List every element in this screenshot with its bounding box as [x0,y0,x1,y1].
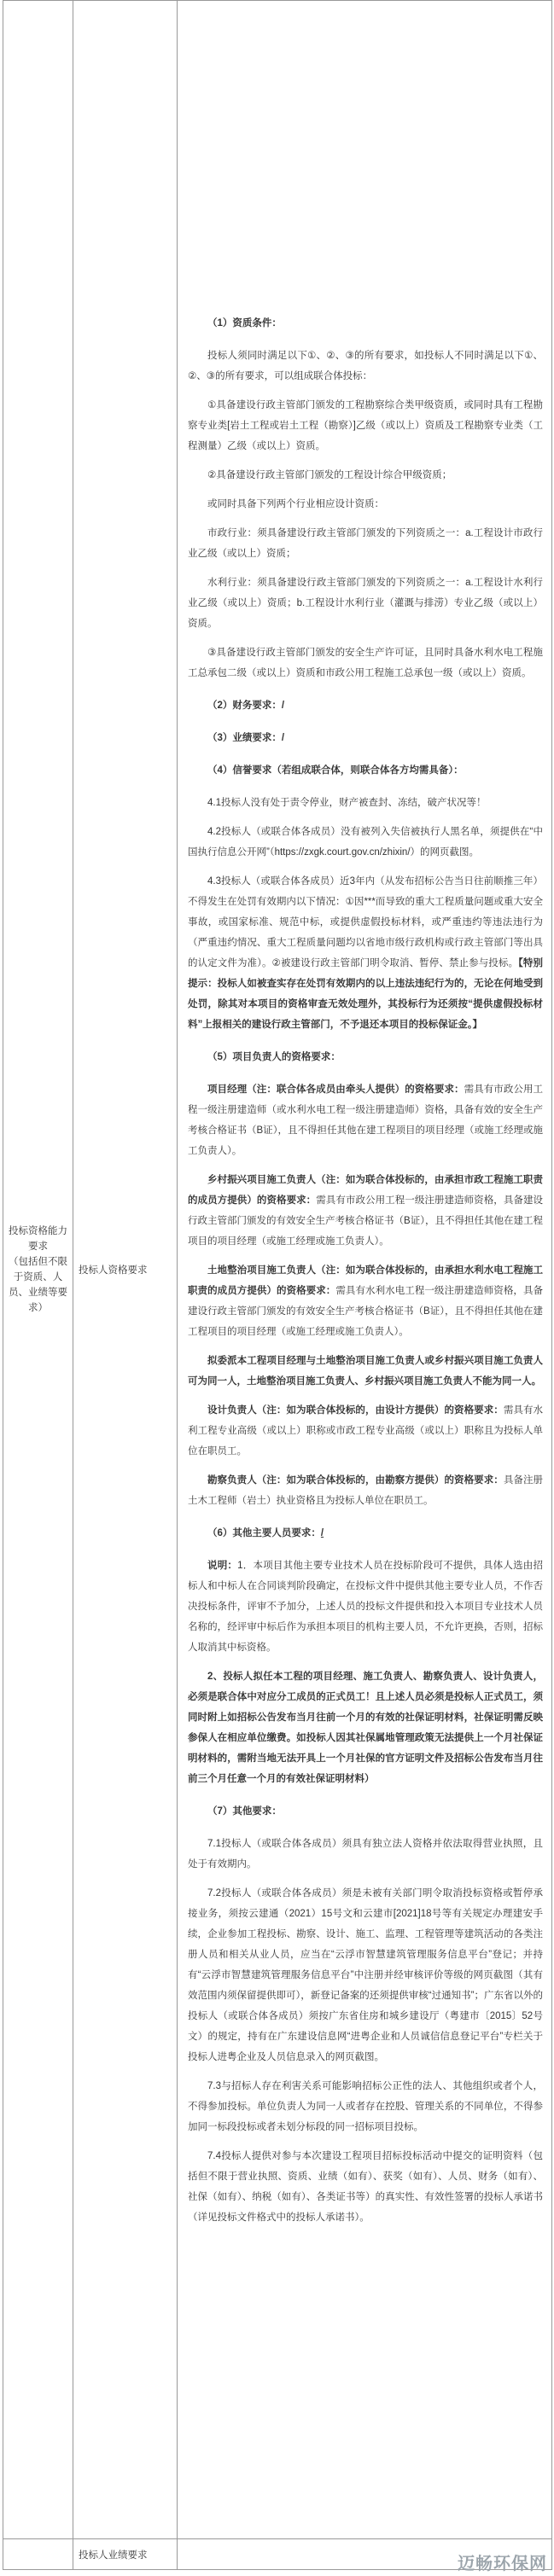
finance-heading [188,695,543,716]
qualification-heading: （1）资质条件： [207,318,282,329]
performance-heading [188,728,543,748]
other-staff-note-1 [188,1555,543,1658]
empty-cell [3,2539,73,2570]
finance-value: / [281,701,285,711]
other-staff-heading [188,1523,543,1544]
qualification-water: 水利行业：须具备建设行政主管部门颁发的下列资质之一：a.工程设计水利行业乙级（或以上）资质；b.工程设计水利行业（灌溉与排涝）专业乙级（或以上）资质。 [188,578,543,629]
credit-item-2: 4.2投标人（或联合体各成员）没有被列入失信被执行人黑名单，须提供在“中国执行信息公开网”（https://zxgk.court.gov.cn/zhixin/）的网页截图。 [188,827,543,858]
same-person-rule: 拟委派本工程项目经理与土地整治项目施工负责人或乡村振兴项目施工负责人可为同一人，土地整治项目施工负责人、乡村振兴项目施工负责人不能为同一人。 [188,1356,543,1387]
rural-lead-req [188,1170,543,1252]
note-1-text: 1．本项目其他主要专业技术人员在投标阶段可不提供，具体人选由招标人和中标人在合同谈判阶段确定，在投标文件中提供其他主要专业人员，不作否决投标条件，评审不予加分，上述人员的投标文件提供和投入本项目专业技术人员名称的，经评审中标后作为承担本项目的机构主要人员，不允许更换，否则，招标人取消其中标资格。 [188,1561,543,1653]
land-lead-req [188,1260,543,1342]
qualification-design-alt: 或同时具备下列两个行业相应设计资质： [207,499,384,509]
rural-lead-label: 乡村振兴项目施工负责人（注：如为联合体投标的，由承担市政工程施工职责的成员方提供）的资格要求： [188,1175,543,1206]
other-req-7-1: 7.1投标人（或联合体各成员）须具有独立法人资格并依法取得营业执照，且处于有效期内。 [188,1839,543,1869]
credit-item-3 [188,871,543,1035]
design-lead-req [188,1400,543,1462]
project-manager-label: 项目经理（注：联合体各成员由牵头人提供）的资格要求： [207,1084,464,1095]
finance-label: （2）财务要求： [207,701,282,711]
qualification-construction: ③具备建设行政主管部门颁发的安全生产许可证，且同时具备水利水电工程施工总承包二级（或以上）资质和市政公用工程施工总承包一级（或以上）资质。 [188,648,543,678]
row-label-performance: 投标人业绩要求 [73,2539,178,2570]
land-lead-text: 需具有水利水电工程一级注册建造师资格，具备建设行政主管部门颁发的有效安全生产考核合格证书（B证），且不得担任其他在建工程项目的项目经理（或施工经理或施工负责人）。 [188,1286,543,1337]
design-lead-text: 需具有水利工程专业高级（或以上）职称或市政工程专业高级（或以上）职称且为投标人单位在职员工。 [188,1405,544,1457]
other-req-7-3: 7.3与招标人存在利害关系可能影响招标公正性的法人、其他组织或者个人，不得参加投标。单位负责人为同一人或者存在控股、管理关系的不同单位，不得参加同一标段投标或者未划分标段的同一招标项目投标。 [188,2081,543,2132]
other-req-heading: （7）其他要求： [207,1806,282,1817]
land-lead-label: 土地整治项目施工负责人（注：如为联合体投标的，由承担水利水电工程施工职责的成员方提供）的资格要求： [188,1265,543,1296]
requirements-table [3,0,552,2570]
note-2-social-security: 如投标人因其社保属地管理政策无法提供上一个月社保证明材料的，需附当地无法开具上一个月社保的官方证明文件及招标公告发布当月往前三个月任意一个月的有效社保证明材料） [188,1733,544,1784]
other-staff-label: （6）其他主要人员要求： [207,1528,321,1538]
credit-heading: （4）信誉要求（若组成联合体，则联合体各方均需具备）： [207,765,464,776]
other-staff-note-2 [188,1666,543,1789]
design-lead-label: 设计负责人（注：如为联合体投标的，由设计方提供）的资格要求： [207,1405,504,1416]
survey-lead-text: 具备注册土木工程师（岩土）执业资格且为投标人单位在职员工。 [188,1475,544,1506]
project-manager-text: 需具有市政公用工程一级注册建造师（或水利水电工程一级注册建造师）资格，具备有效的安全生产考核合格证书（B证），且不得担任其他在建工程项目的项目经理（或施工经理或施工负责人）。 [188,1084,544,1156]
watermark-logo: 迈畅环保网 [458,2553,547,2573]
qualification-design: ②具备建设行政主管部门颁发的工程设计综合甲级资质； [207,470,452,480]
project-manager-req [188,1079,543,1161]
row-label-qualification: 投标人资格要求 [73,1,178,2539]
category-subtitle: （包括但不限于资质、人员、业绩等要求） [9,1257,67,1313]
other-req-7-4: 7.4投标人提供对参与本次建设工程项目招标投标活动中提交的证明资料（包括但不限于营业执照、资质、业绩（如有）、获奖（如有）、人员、财务（如有）、社保（如有）、纳税（如有）、各类证书等）的真实性、有效性签署的投标人承诺书（详见投标文件格式中的投标人承诺书）。 [188,2151,543,2223]
qualification-municipal: 市政行业：须具备建设行政主管部门颁发的下列资质之一：a.工程设计市政行业乙级（或以上）资质； [188,528,543,559]
credit-item-3-text: 4.3投标人（或联合体各成员）近3年内（从发布招标公告当日往前顺推三年）不得发生在处罚有效期内以下情况：①因***而导致的重大工程质量问题或重大安全事故，或国家标准、规范中标，或提供虚假投标材料，或严重违约等违法违行为（严重违约情况、重大工程质量问题均以省地市级行政机构或行政主管部门等出具的认定文件为准）。②被建设行政主管部门明令取消、暂停、禁止参与投标。 [188,876,543,968]
other-req-7-2: 7.2投标人（或联合体各成员）须是未被有关部门明令取消投标资格或暂停承接业务，须按云建通（2021）15号文和云建市[2021]18号等有关规定办理建安手续，企业参加工程投标、勘察、设计、施工、监理、工程管理等建筑活动的各类注册人员和相关从业人员，应当在“云浮市智慧建筑管理服务信息平台”登记；并持有“云浮市智慧建筑管理服务信息平台”中注册并经审核评价等级的网页截图（其有效范围内须保留提供即可），新登记备案的还须提供审核“过通知书”；广东省以外的投标人（或联合体各成员）须按广东省住房和城乡建设厅（粤建市〔2015〕52号文）的规定，持有在广东建设信息网“进粤企业和人员诚信信息登记平台”专栏关于投标人进粤企业及人员信息录入的网页截图。 [188,1888,543,2062]
other-staff-value: / [320,1528,324,1538]
qualification-intro: 投标人须同时满足以下①、②、③的所有要求，如投标人不同时满足以下①、②、③的所有要求，可以组成联合体投标： [188,351,543,381]
performance-label: （3）业绩要求： [207,733,282,743]
note-2-text: 2、投标人拟任本工程的项目经理、施工负责人、勘察负责人、设计负责人，必须是联合体中对应分工成员的正式员工！且上述人员必须是投标人正式员工，须同时附上如招标公告发布当月往前一个月的有效的社保证明材料，社保证明需反映参保人在相应单位缴费。 [188,1672,543,1743]
credit-special-notice: 【特别提示：投标人如被查实存在处罚有效期内的以上违法违纪行为的，无论在何地受到处罚，除其对本项目的资格审查无效处理外，其投标行为还须按“提供虚假投标材料”上报相关的建设行政主管部门，不予退还本项目的投标保证金。】 [188,958,544,1030]
survey-lead-req [188,1470,543,1511]
rural-lead-text: 需具有市政公用工程一级注册建造师资格，具备建设行政主管部门颁发的有效安全生产考核合格证书（B证），且不得担任其他在建工程项目的项目经理（或施工经理或施工负责人）。 [188,1195,544,1247]
survey-lead-label: 勘察负责人（注：如为联合体投标的，由勘察方提供）的资格要求： [207,1475,504,1486]
qualification-content [178,1,552,2539]
credit-item-1: 4.1投标人没有处于责令停业，财产被查封、冻结，破产状况等！ [207,798,487,808]
note-label: 说明： [207,1561,238,1571]
category-title: 投标资格能力要求 [9,1226,67,1252]
performance-value: / [281,733,285,743]
category-cell [3,1,73,2539]
project-lead-heading: （5）项目负责人的资格要求： [207,1052,341,1062]
qualification-survey: ①具备建设行政主管部门颁发的工程勘察综合类甲级资质，或同时具有工程勘察专业类[岩土工程或岩土工程（勘察）]乙级（或以上）资质及工程勘察专业类（工程测量）乙级（或以上）资质。 [188,400,543,451]
